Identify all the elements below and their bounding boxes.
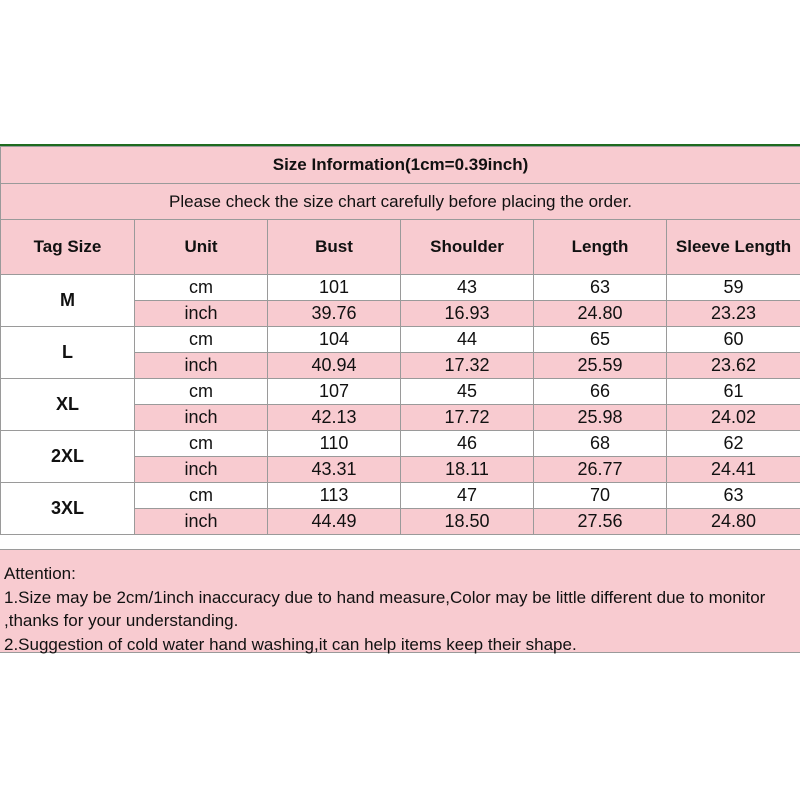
size-table xyxy=(0,146,800,535)
size-chart-title: Size Information(1cm=0.39inch) xyxy=(1,147,800,184)
measurement-cell: 16.93 xyxy=(401,301,534,327)
measurement-cell: 61 xyxy=(667,379,800,405)
unit-cell: cm xyxy=(135,379,268,405)
measurement-cell: 59 xyxy=(667,275,800,301)
measurement-cell: 17.32 xyxy=(401,353,534,379)
measurement-cell: 18.50 xyxy=(401,509,534,535)
tag-size-cell: L xyxy=(1,327,135,379)
measurement-cell: 42.13 xyxy=(268,405,401,431)
measurement-cell: 24.41 xyxy=(667,457,800,483)
measurement-cell: 63 xyxy=(534,275,667,301)
unit-cell: cm xyxy=(135,275,268,301)
header-bust: Bust xyxy=(268,220,401,275)
measurement-cell: 23.23 xyxy=(667,301,800,327)
unit-cell: inch xyxy=(135,353,268,379)
measurement-cell: 45 xyxy=(401,379,534,405)
measurement-cell: 107 xyxy=(268,379,401,405)
measurement-cell: 63 xyxy=(667,483,800,509)
header-sleeve-length: Sleeve Length xyxy=(667,220,800,275)
measurement-cell: 18.11 xyxy=(401,457,534,483)
table-row xyxy=(1,275,800,301)
size-chart-notice: Please check the size chart carefully before placing the order. xyxy=(1,184,800,220)
measurement-cell: 47 xyxy=(401,483,534,509)
attention-notes xyxy=(0,549,800,653)
measurement-cell: 40.94 xyxy=(268,353,401,379)
measurement-cell: 68 xyxy=(534,431,667,457)
unit-cell: inch xyxy=(135,301,268,327)
measurement-cell: 70 xyxy=(534,483,667,509)
header-unit: Unit xyxy=(135,220,268,275)
header-row xyxy=(1,220,800,275)
measurement-cell: 24.80 xyxy=(534,301,667,327)
attention-note-1: 1.Size may be 2cm/1inch inaccuracy due to hand measure,Color may be little different due to monitor ,thanks for your understanding. xyxy=(4,587,766,630)
unit-cell: inch xyxy=(135,509,268,535)
unit-cell: inch xyxy=(135,457,268,483)
measurement-cell: 62 xyxy=(667,431,800,457)
unit-cell: cm xyxy=(135,327,268,353)
table-row xyxy=(1,483,800,509)
measurement-cell: 23.62 xyxy=(667,353,800,379)
measurement-cell: 101 xyxy=(268,275,401,301)
measurement-cell: 44 xyxy=(401,327,534,353)
measurement-cell: 44.49 xyxy=(268,509,401,535)
tag-size-cell: 2XL xyxy=(1,431,135,483)
measurement-cell: 66 xyxy=(534,379,667,405)
tag-size-cell: XL xyxy=(1,379,135,431)
measurement-cell: 24.02 xyxy=(667,405,800,431)
measurement-cell: 27.56 xyxy=(534,509,667,535)
unit-cell: inch xyxy=(135,405,268,431)
tag-size-cell: 3XL xyxy=(1,483,135,535)
header-length: Length xyxy=(534,220,667,275)
attention-heading: Attention: xyxy=(4,564,76,583)
header-tag-size: Tag Size xyxy=(1,220,135,275)
measurement-cell: 113 xyxy=(268,483,401,509)
table-row xyxy=(1,327,800,353)
measurement-cell: 24.80 xyxy=(667,509,800,535)
tag-size-cell: M xyxy=(1,275,135,327)
measurement-cell: 46 xyxy=(401,431,534,457)
measurement-cell: 43.31 xyxy=(268,457,401,483)
header-shoulder: Shoulder xyxy=(401,220,534,275)
table-row xyxy=(1,431,800,457)
table-row xyxy=(1,379,800,405)
unit-cell: cm xyxy=(135,431,268,457)
measurement-cell: 39.76 xyxy=(268,301,401,327)
unit-cell: cm xyxy=(135,483,268,509)
measurement-cell: 43 xyxy=(401,275,534,301)
measurement-cell: 110 xyxy=(268,431,401,457)
measurement-cell: 65 xyxy=(534,327,667,353)
measurement-cell: 26.77 xyxy=(534,457,667,483)
measurement-cell: 60 xyxy=(667,327,800,353)
measurement-cell: 25.59 xyxy=(534,353,667,379)
measurement-cell: 17.72 xyxy=(401,405,534,431)
attention-note-2: 2.Suggestion of cold water hand washing,it can help items keep their shape. xyxy=(4,634,577,654)
measurement-cell: 104 xyxy=(268,327,401,353)
measurement-cell: 25.98 xyxy=(534,405,667,431)
